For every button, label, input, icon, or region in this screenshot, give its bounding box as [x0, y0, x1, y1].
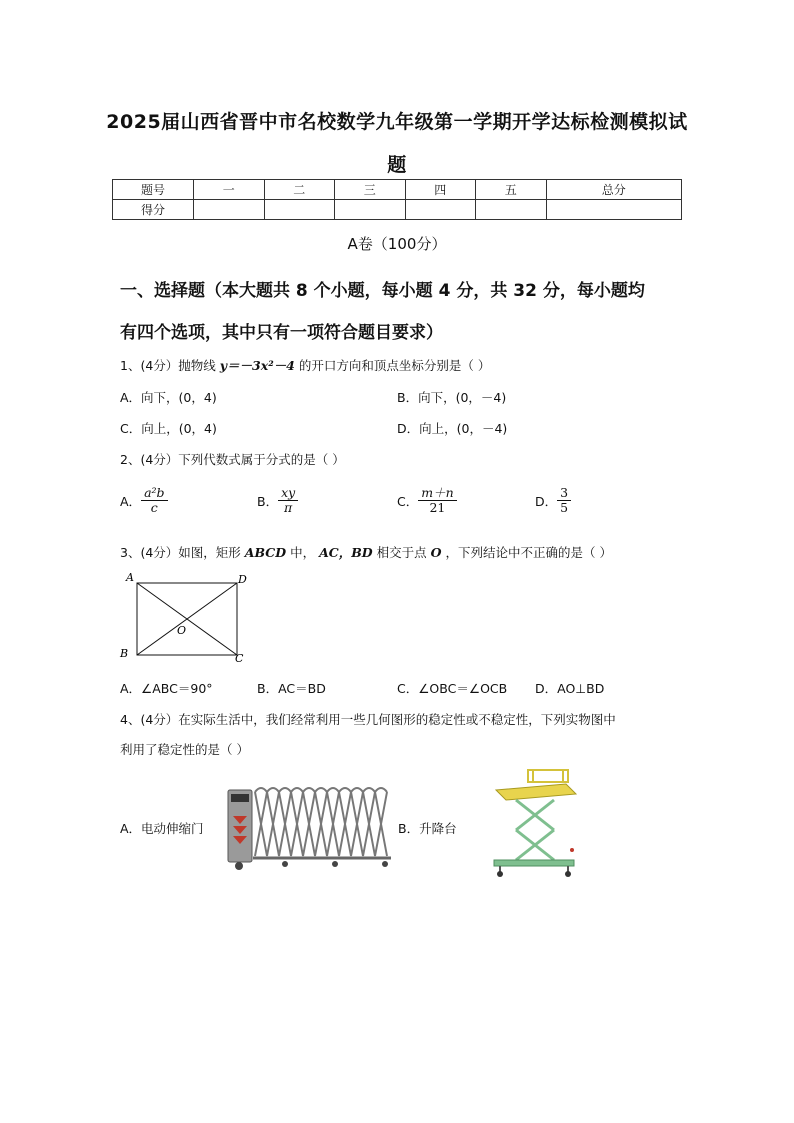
score-table-header-cell: 五 — [476, 180, 547, 200]
q3-suffix: ，下列结论中不正确的是（ ） — [445, 545, 612, 560]
gate-wheel-4 — [382, 861, 388, 867]
q4-option-a[interactable]: A．电动伸缩门 — [120, 821, 204, 836]
q1-prefix: 1、(4分）抛物线 — [120, 358, 216, 373]
q2-option-a-denominator: c — [150, 500, 158, 516]
gate-scissor-lattice — [255, 788, 387, 856]
score-cell[interactable] — [405, 200, 476, 220]
score-row-label: 得分 — [113, 200, 194, 220]
exam-title-line2: 题 — [387, 154, 407, 176]
question-4-line1: 4、(4分）在实际生活中，我们经常利用一些几何图形的稳定性或不稳定性，下列实物图中 — [120, 712, 616, 727]
vertex-label-d: D — [238, 573, 247, 586]
q2-option-c-denominator: 21 — [429, 500, 446, 516]
gate-wheel-3 — [332, 861, 338, 867]
q2-option-b-denominator: π — [284, 500, 293, 516]
lift-indicator — [570, 848, 574, 852]
q2-option-b-label: B． — [257, 493, 279, 509]
question-4-line2: 利用了稳定性的是（ ） — [120, 742, 249, 757]
score-cell[interactable] — [335, 200, 406, 220]
score-table-header-row — [113, 180, 682, 200]
score-cell[interactable] — [476, 200, 547, 220]
q2-option-d-denominator: 5 — [560, 500, 569, 516]
q3-point-o: O — [430, 545, 442, 560]
center-label-o: O — [177, 624, 187, 637]
q1-formula: y＝－3x²－4 — [219, 358, 295, 373]
q3-option-c[interactable]: C．∠OBC＝∠OCB — [397, 681, 508, 696]
lift-wheel-2 — [565, 871, 571, 877]
q3-option-d[interactable]: D．AO⊥BD — [535, 681, 605, 696]
q1-option-c[interactable]: C．向上，(0，4) — [120, 421, 217, 436]
section-heading-line2: 有四个选项，其中只有一项符合题目要求） — [120, 323, 443, 343]
vertex-label-a: A — [126, 571, 134, 584]
q1-option-a[interactable]: A．向下，(0，4) — [120, 390, 217, 405]
question-2-stem: 2、(4分）下列代数式属于分式的是（ ） — [120, 452, 345, 467]
q2-option-a-label: A． — [120, 493, 142, 509]
q3-option-b[interactable]: B．AC＝BD — [257, 681, 326, 696]
score-table-header-cell: 总分 — [546, 180, 682, 200]
q1-suffix: 的开口方向和顶点坐标分别是（ ） — [298, 358, 491, 373]
q2-option-d[interactable] — [535, 486, 571, 516]
q2-option-c-fraction — [418, 486, 456, 516]
score-cell[interactable] — [546, 200, 682, 220]
q2-option-a-fraction — [141, 486, 167, 516]
q1-option-b[interactable]: B．向下，(0，－4) — [397, 390, 507, 405]
q2-option-c-label: C． — [397, 493, 419, 509]
lift-base — [494, 860, 574, 866]
lift-wheel-1 — [497, 871, 503, 877]
score-table-header-cell: 四 — [405, 180, 476, 200]
q4-option-b[interactable]: B．升降台 — [398, 821, 457, 836]
vertex-label-b: B — [120, 647, 129, 660]
q3-mid2: 相交于点 — [376, 545, 427, 560]
exam-title-line1: 2025届山西省晋中市名校数学九年级第一学期开学达标检测模拟试 — [106, 111, 688, 133]
section-heading-line1: 一、选择题（本大题共 8 个小题，每小题 4 分，共 32 分，每小题均 — [120, 281, 645, 301]
q2-option-d-label: D． — [535, 493, 558, 509]
vertex-label-c: C — [235, 652, 244, 664]
q2-option-c-numerator: m＋n — [418, 486, 456, 501]
q3-rect-name: ABCD — [244, 545, 287, 560]
q3-diagonals: AC，BD — [319, 545, 373, 560]
q2-option-c[interactable] — [397, 486, 457, 516]
lift-platform-image — [488, 768, 580, 880]
question-1-stem — [120, 356, 490, 374]
q1-option-d[interactable]: D．向上，(0，－4) — [397, 421, 508, 436]
score-table-header-cell: 题号 — [113, 180, 194, 200]
score-table-header-cell: 一 — [194, 180, 265, 200]
rectangle-figure — [115, 568, 255, 664]
q3-option-a[interactable]: A．∠ABC＝90° — [120, 681, 213, 696]
q2-option-d-numerator: 3 — [557, 486, 571, 501]
retractable-gate-image — [225, 782, 395, 874]
q2-option-a[interactable] — [120, 486, 168, 516]
score-table-header-cell: 三 — [335, 180, 406, 200]
q2-option-d-fraction — [557, 486, 571, 516]
q2-option-b-fraction — [278, 486, 298, 516]
lift-scissor-arms — [516, 800, 554, 860]
gate-wheel-1 — [235, 862, 243, 870]
q2-option-a-numerator: a²b — [141, 486, 167, 501]
score-cell[interactable] — [194, 200, 265, 220]
q2-option-b[interactable] — [257, 486, 298, 516]
q2-option-b-numerator: xy — [278, 486, 298, 501]
score-table — [112, 179, 682, 220]
lift-top-platform — [496, 784, 576, 800]
score-table-score-row — [113, 200, 682, 220]
question-3-stem — [120, 543, 612, 561]
volume-heading: A卷（100分） — [347, 235, 447, 253]
gate-wheel-2 — [282, 861, 288, 867]
score-cell[interactable] — [264, 200, 335, 220]
score-table-header-cell: 二 — [264, 180, 335, 200]
q3-prefix: 3、(4分）如图，矩形 — [120, 545, 241, 560]
gate-display — [231, 794, 249, 802]
q3-mid1: 中， — [290, 545, 316, 560]
